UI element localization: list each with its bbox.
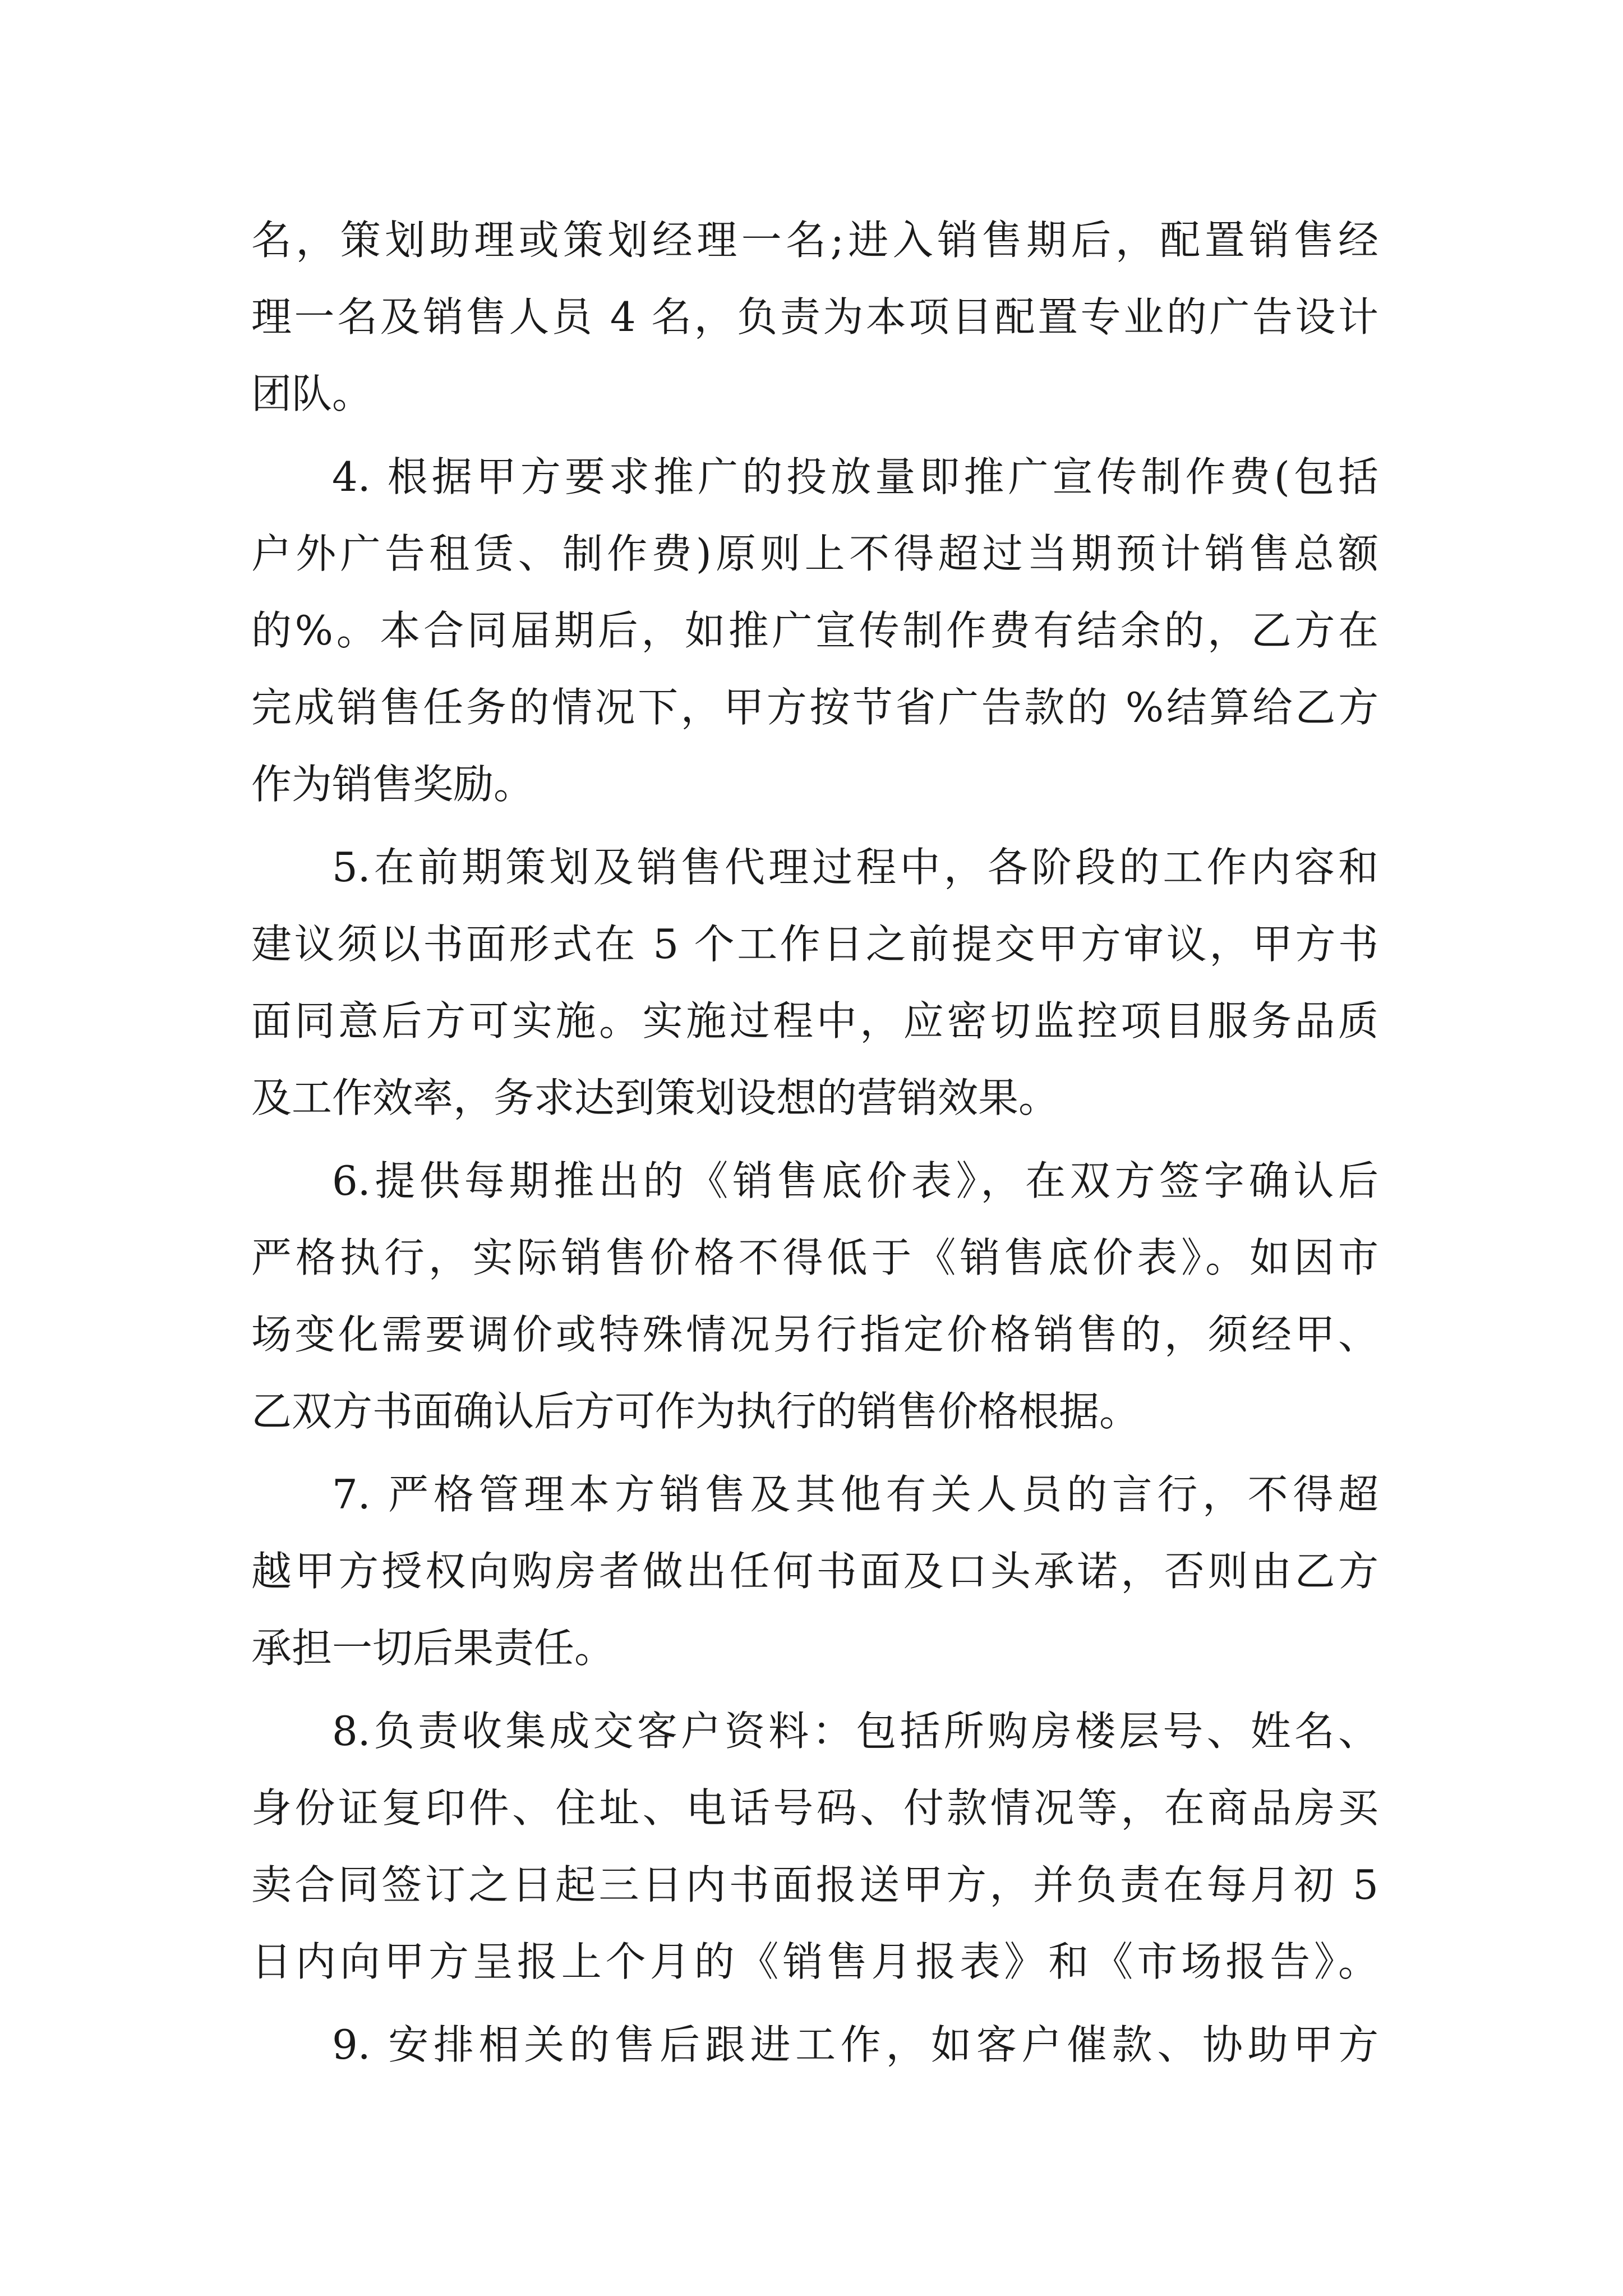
text-line: 9. 安排相关的售后跟进工作，如客户催款、协助甲方 <box>332 2021 1378 2068</box>
text-line: 场变化需要调价或特殊情况另行指定价格销售的，须经甲、 <box>251 1311 1378 1358</box>
text-line: 5.在前期策划及销售代理过程中，各阶段的工作内容和 <box>332 844 1378 891</box>
text-line: 名，策划助理或策划经理一名;进入销售期后，配置销售经 <box>251 217 1378 264</box>
text-line: 严格执行，实际销售价格不得低于《销售底价表》。如因市 <box>251 1234 1378 1281</box>
text-line: 7. 严格管理本方销售及其他有关人员的言行，不得超 <box>332 1471 1378 1518</box>
text-line: 及工作效率，务求达到策划设想的营销效果。 <box>251 1074 1059 1121</box>
text-line: 日内向甲方呈报上个月的《销售月报表》和《市场报告》。 <box>251 1938 1378 1985</box>
text-line: 建议须以书面形式在 5 个工作日之前提交甲方审议，甲方书 <box>251 921 1378 968</box>
text-line: 4. 根据甲方要求推广的投放量即推广宣传制作费(包括 <box>332 453 1378 500</box>
text-line: 理一名及销售人员 4 名，负责为本项目配置专业的广告设计 <box>251 293 1378 341</box>
text-line: 团队。 <box>251 370 373 417</box>
text-line: 乙双方书面确认后方可作为执行的销售价格根据。 <box>251 1388 1140 1435</box>
text-line: 卖合同签订之日起三日内书面报送甲方，并负责在每月初 5 <box>251 1861 1378 1908</box>
text-line: 面同意后方可实施。实施过程中，应密切监控项目服务品质 <box>251 997 1378 1045</box>
text-line: 8.负责收集成交客户资料：包括所购房楼层号、姓名、 <box>332 1708 1378 1755</box>
text-line: 承担一切后果责任。 <box>251 1625 615 1672</box>
text-line: 完成销售任务的情况下，甲方按节省广告款的 %结算给乙方 <box>251 684 1378 731</box>
text-line: 户外广告租赁、制作费)原则上不得超过当期预计销售总额 <box>251 530 1378 577</box>
text-line: 身份证复印件、住址、电话号码、付款情况等，在商品房买 <box>251 1784 1378 1832</box>
text-line: 6.提供每期推出的《销售底价表》，在双方签字确认后 <box>332 1157 1378 1204</box>
text-line: 的%。本合同届期后，如推广宣传制作费有结余的，乙方在 <box>251 607 1378 654</box>
text-line: 作为销售奖励。 <box>251 761 534 808</box>
text-line: 越甲方授权向购房者做出任何书面及口头承诺，否则由乙方 <box>251 1548 1378 1595</box>
